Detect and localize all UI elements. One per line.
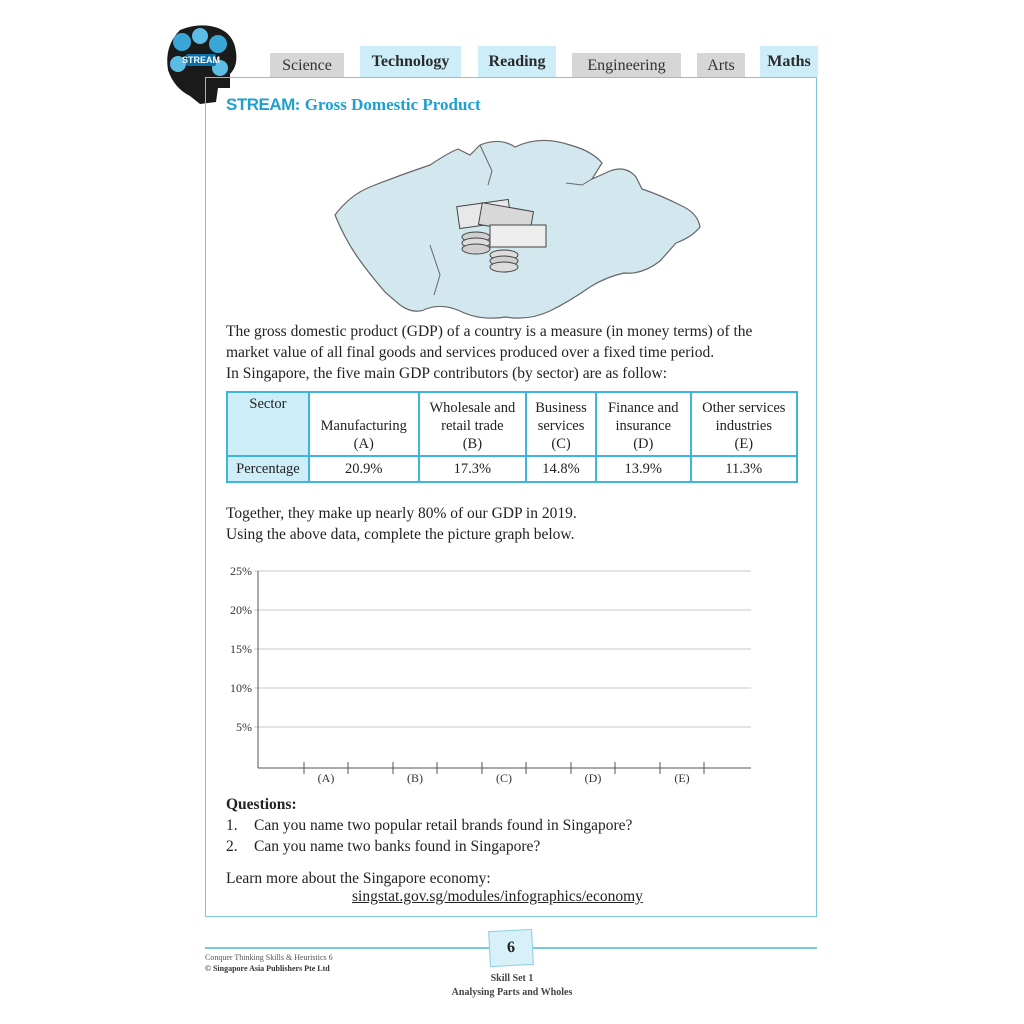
x-category-label: (B) — [407, 771, 423, 785]
percentage-label: Percentage — [227, 456, 309, 482]
question-item: 1. Can you name two popular retail brands found in Singapore? — [226, 817, 633, 834]
x-category-label: (D) — [584, 771, 602, 785]
tab-arts[interactable]: Arts — [697, 53, 745, 78]
tab-technology[interactable]: Technology — [360, 46, 461, 77]
logo-text: STREAM — [182, 55, 220, 65]
y-tick-label: 5% — [236, 720, 252, 734]
summary-text — [226, 503, 816, 545]
value-e: 11.3% — [691, 456, 797, 482]
singapore-map-illustration — [330, 125, 705, 325]
publisher-credit: © Singapore Asia Publishers Pte Ltd — [205, 964, 330, 973]
summary-line: Together, they make up nearly 80% of our GDP in 2019. — [226, 505, 577, 522]
page-title — [226, 95, 481, 115]
y-tick-label: 15% — [230, 642, 252, 656]
y-tick-label: 10% — [230, 681, 252, 695]
tab-engineering[interactable]: Engineering — [572, 53, 681, 78]
title-rest: : Gross Domestic Product — [294, 95, 481, 114]
value-b: 17.3% — [419, 456, 526, 482]
gdp-intro — [226, 321, 816, 384]
questions-heading: Questions: — [226, 796, 297, 813]
x-category-label: (A) — [317, 771, 335, 785]
learn-more-text: Learn more about the Singapore economy: — [226, 870, 491, 887]
x-category-label: (E) — [674, 771, 690, 785]
intro-line: In Singapore, the five main GDP contributors (by sector) are as follow: — [226, 365, 668, 382]
book-title: Conquer Thinking Skills & Heuristics 6 — [205, 953, 333, 962]
x-category-label: (C) — [496, 771, 512, 785]
sector-label: Sector — [227, 392, 309, 456]
title-prefix: STREAM — [226, 95, 295, 114]
value-d: 13.9% — [596, 456, 691, 482]
intro-line: market value of all final goods and services produced over a fixed time period. — [226, 344, 715, 361]
page-number: 6 — [488, 929, 534, 967]
col-header-e: Other services industries (E) — [691, 392, 797, 456]
question-item: 2. Can you name two banks found in Singapore? — [226, 838, 541, 855]
y-tick-label: 20% — [230, 603, 252, 617]
gdp-sector-table — [226, 391, 798, 483]
intro-line: The gross domestic product (GDP) of a country is a measure (in money terms) of the — [226, 323, 753, 340]
tab-maths[interactable]: Maths — [760, 46, 818, 77]
col-header-b: Wholesale and retail trade (B) — [419, 392, 526, 456]
table-header-row — [227, 392, 797, 456]
value-a: 20.9% — [309, 456, 419, 482]
col-header-c: Business services (C) — [526, 392, 596, 456]
summary-line: Using the above data, complete the picture graph below. — [226, 526, 575, 543]
economy-link[interactable]: singstat.gov.sg/modules/infographics/economy — [352, 888, 643, 905]
col-header-a: Manufacturing (A) — [309, 392, 419, 456]
skill-set: Skill Set 1 — [490, 973, 534, 984]
tab-reading[interactable]: Reading — [478, 46, 556, 77]
y-tick-label: 25% — [230, 564, 252, 578]
table-row — [227, 456, 797, 482]
picture-graph — [216, 558, 761, 788]
col-header-d: Finance and insurance (D) — [596, 392, 691, 456]
value-c: 14.8% — [526, 456, 596, 482]
questions-section — [226, 794, 806, 857]
tab-science[interactable]: Science — [270, 53, 344, 78]
skill-name: Analysing Parts and Wholes — [451, 987, 573, 998]
